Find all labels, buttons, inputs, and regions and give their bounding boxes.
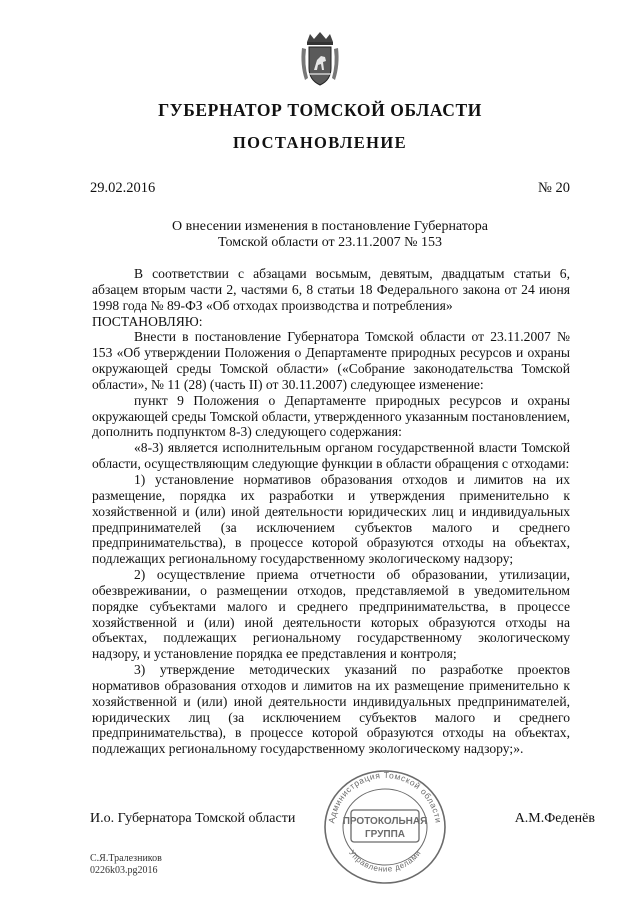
stamp-inner-text: ПРОТОКОЛЬНАЯ [342,816,428,827]
body-paragraph: В соответствии с абзацами восьмым, девятым, двадцатым статьи 6, абзацем вторым части 2, частями 6, 8 статьи 18 Федерального закона от 24 июня 1998 года № 89-ФЗ «Об отходах производства и потребления» [92,266,570,313]
signer-name: А.М.Феденёв [514,811,595,826]
footer-author: С.Я.Тралезников [90,853,162,864]
coat-of-arms-icon [299,30,341,90]
date-number-line [90,180,570,197]
body-paragraph: 3) утверждение методических указаний по разработке проектов нормативов образования отходов и лимитов на их размещение применительно к хозяйственной и (или) иной деятельности индивидуальных предпринимателей, юридических лиц (за исключением субъектов малого и среднего предпринимательства), в процессе которой образуются отходы на объектах, подлежащих региональному государственному экологическому надзору;». [92,662,570,757]
subject-line: О внесении изменения в постановление Губернатора [172,219,488,234]
body-paragraph: 2) осуществление приема отчетности об образовании, утилизации, обезвреживании, о размещении отходов, представляемой в уведомительном порядке субъектами малого и среднего предпринимательства, в процессе хозяйственной и (или) иной деятельности которых образуются отходы на объектах, подлежащих региональному государственному экологическому надзору, и установление порядка ее представления и контроля; [92,567,570,662]
stamp-bottom-text: Управление делами [347,848,423,874]
document-number: № 20 [538,180,570,196]
body-paragraph: «8-3) является исполнительным органом государственной власти Томской области, осуществляющим следующие функции в области обращения с отходами: [92,440,570,472]
footer-filename: 0226k03.pg2016 [90,865,158,876]
document-body [92,266,570,757]
stamp-ring-text: Администрация Томской области [326,769,444,824]
body-paragraph: пункт 9 Положения о Департаменте природных ресурсов и охраны окружающей среды Томской области, утвержденного указанным постановлением, дополнить подпунктом 8-3) следующего содержания: [92,392,570,440]
body-paragraph: Внести в постановление Губернатора Томской области от 23.11.2007 № 153 «Об утверждении Положения о Департаменте природных ресурсов и охраны окружающей среды Томской области» («Собрание законодательства Томской области», № 11 (28) (часть II) от 30.11.2007) следующее изменение: [92,329,570,392]
signer-position: И.о. Губернатора Томской области [90,811,296,826]
document-type: ПОСТАНОВЛЕНИЕ [232,133,408,152]
document-subject [90,219,570,251]
subject-line: Томской области от 23.11.2007 № 153 [218,235,442,250]
document-date: 29.02.2016 [90,180,156,196]
svg-text:Управление делами [347,848,423,873]
resolve-keyword: ПОСТАНОВЛЯЮ: [92,313,203,329]
official-stamp [320,767,450,885]
stamp-inner-text: ГРУППА [364,829,406,840]
issuer-title: ГУБЕРНАТОР ТОМСКОЙ ОБЛАСТИ [158,100,482,120]
footer-note [90,853,162,877]
body-paragraph: 1) установление нормативов образования отходов и лимитов на их размещение, порядка их разработки и утверждения применительно к хозяйственной и (или) иной деятельности юридических лиц и индивидуальных предпринимателей (за исключением субъектов малого и среднего предпринимательства), в процессе которой образуются отходы на объектах, подлежащих региональному государственному экологическому надзору; [92,471,570,567]
